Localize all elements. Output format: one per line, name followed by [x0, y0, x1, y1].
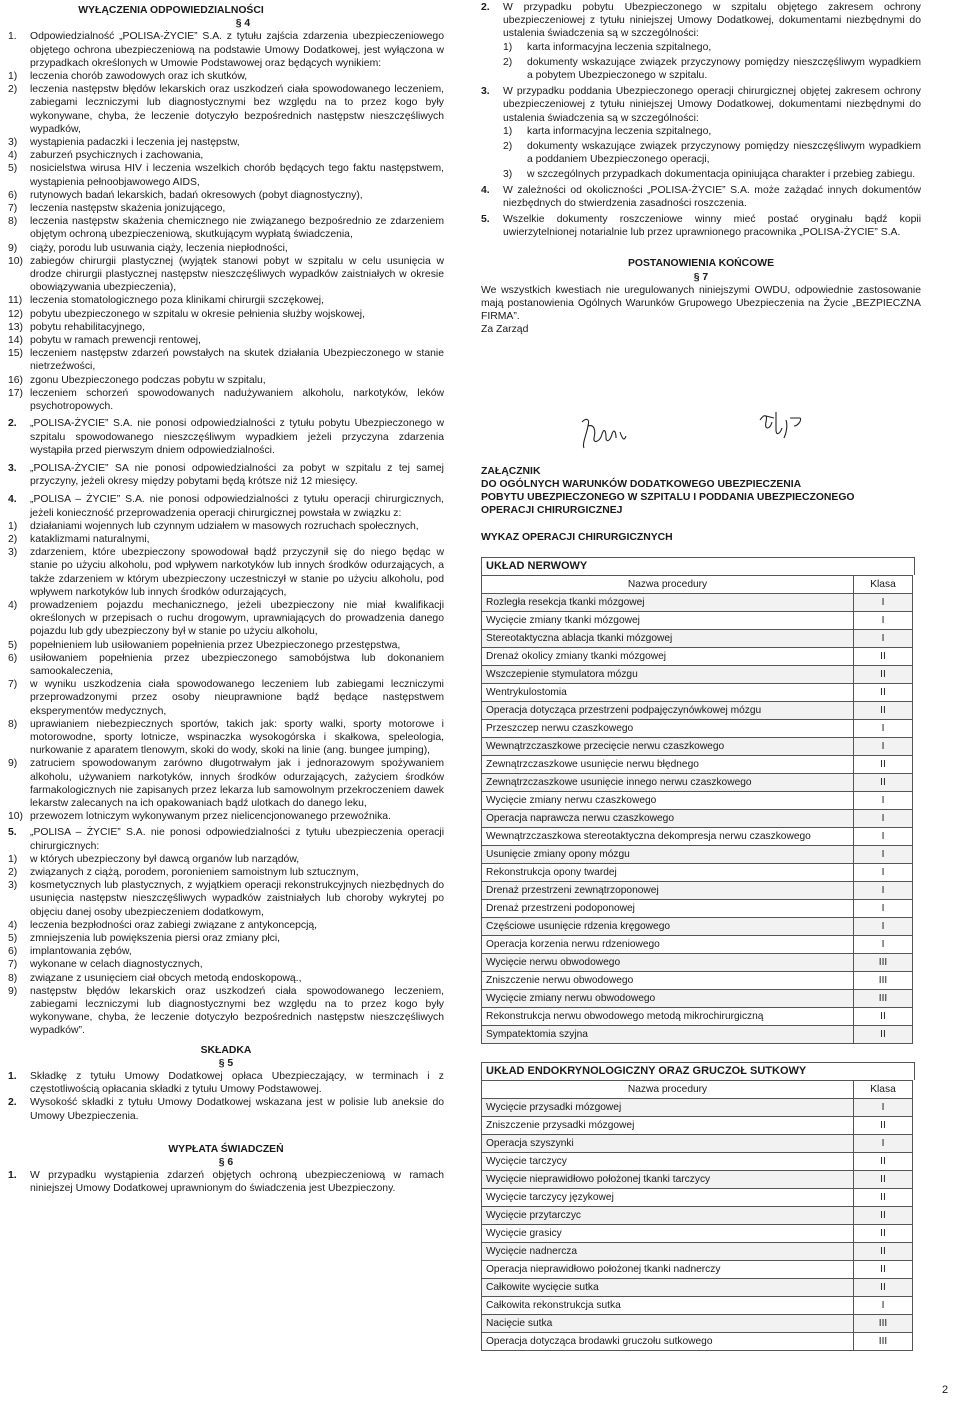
procedure-name: Wycięcie przytarczyc	[482, 1207, 854, 1225]
list-item: 3) zdarzeniem, które ubezpieczony spowodował bądź przyczynił się do niego będąc w stanie po użyciu alkoholu, pod wpływem narkotyków lub innych środków odurzających, a także zdarzeniem w którym ubezpieczony uczestniczył w stanie po użyciu alkoholu, pod wpływem narkotyków lub innych środków odurzających,	[8, 547, 444, 598]
list-item: 2) kataklizmami naturalnymi,	[8, 533, 444, 546]
list-item: 10) zabiegów chirurgii plastycznej (wyjątek stanowi pobyt w szpitalu w celu usunięcia w drodze chirurgii plastycznej następstw nieszczęśliwych wypadków zaistniałych w okresie obowiązywania ubezpieczenia),	[8, 255, 444, 294]
procedure-name: Wewnątrzczaszkowe przecięcie nerwu czaszkowego	[482, 737, 854, 755]
premium-1: 1. Składkę z tytułu Umowy Dodatkowej opłaca Ubezpieczający, w terminach i z częstotliwością opłacania składki z tytułu Umowy Podstawowej.	[8, 1071, 444, 1096]
list-item-text: związanych z ciążą, porodem, poronieniem samoistnym lub sztucznym,	[30, 867, 359, 878]
list-item: 4) zaburzeń psychicznych i zachowania,	[8, 149, 444, 162]
list-item: 2) leczenia następstw błędów lekarskich oraz uszkodzeń ciała spowodowanego leczeniem, zabiegami leczniczymi lub diagnostycznymi bez względu na to przez kogo były wykonywane, chyba, że leczenie dotyczyło bezpośrednich następstw nieszczęśliwych wypadków,	[8, 84, 444, 135]
table-row	[482, 971, 913, 989]
procedure-name: Częściowe usunięcie rdzenia kręgowego	[482, 917, 854, 935]
signature-1	[576, 408, 630, 454]
procedure-name: Wycięcie tarczycy	[482, 1153, 854, 1171]
procedure-class: I	[854, 791, 913, 809]
payment-4: 4. W zależności od okoliczności „POLISA-ŻYCIE” S.A. może zażądać innych dokumentów niezbędnych do stwierdzenia zasadności roszczenia.	[481, 184, 921, 209]
exclusion-2: 2. „POLISA-ŻYCIE” S.A. nie ponosi odpowiedzialności z tytułu pobytu Ubezpieczonego w szpitalu spowodowanego nieszczęśliwym wypadkiem jeżeli przyczyna zdarzenia wystąpiła przed pierwszym dniem odpowiedzialności.	[8, 418, 444, 456]
procedure-class: II	[854, 755, 913, 773]
final-provisions-text: We wszystkich kwestiach nie uregulowanych niniejszymi OWDU, odpowiednie zastosowanie mają postanowienia Ogólnych Warunków Grupowego Ubezpieczenia na Życie „BEZPIECZNA FIRMA”.	[481, 284, 921, 323]
list-item-text: leczenia następstw błędów lekarskich oraz uszkodzeń ciała spowodowanego leczeniem, zabiegami leczniczymi lub diagnostycznymi bez względu na to przez kogo były wykonywane, chyba, że leczenie dotyczyło bezpośrednich następstw nieszczęśliwych wypadków,	[30, 84, 444, 135]
annex-line: POBYTU UBEZPIECZONEGO W SZPITALU I PODDANIA UBEZPIECZONEGO	[481, 492, 855, 504]
procedure-class: I	[854, 737, 913, 755]
table-row	[482, 917, 913, 935]
list-item-text: zdarzeniem, które ubezpieczony spowodował bądź przyczynił się do niego będąc w stanie po użyciu alkoholu, pod wpływem narkotyków lub innych środków odurzających, a także zdarzeniem w którym ubezpieczony uczestniczył w stanie po użyciu alkoholu, pod wpływem narkotyków lub innych środków odurzających,	[30, 547, 444, 598]
procedure-class: I	[854, 881, 913, 899]
procedure-name: Wycięcie zmiany nerwu obwodowego	[482, 989, 854, 1007]
annex-line: DO OGÓLNYCH WARUNKÓW DODATKOWEGO UBEZPIECZENIA	[481, 478, 802, 490]
list-item-text: działaniami wojennych lub czynnym udziałem w masowych rozruchach społecznych,	[30, 520, 419, 532]
exclusion-1-list	[8, 70, 444, 413]
list-item-text: następstw błędów lekarskich oraz uszkodzeń ciała spowodowanego leczeniem, zabiegami leczniczymi lub diagnostycznymi bez względu na to przez kogo były wykonywane, chyba, że leczenie dotyczyło bezpośrednich następstw nieszczęśliwych wypadków”.	[30, 985, 444, 1037]
procedure-class: I	[854, 917, 913, 935]
table-row	[482, 881, 913, 899]
table-endocrine-system	[481, 1080, 913, 1351]
procedure-class: II	[854, 683, 913, 701]
list-item-text: dokumenty wskazujące związek przyczynowy pomiędzy nieszczęśliwym wypadkiem a pobytem Ubezpieczonego w szpitalu.	[527, 56, 921, 82]
list-item: 3) wystąpienia padaczki i leczenia jej następstw,	[8, 136, 444, 149]
procedure-class: I	[854, 1099, 913, 1117]
list-item: 7) leczenia następstw skażenia jonizującego,	[8, 202, 444, 215]
table-row	[482, 1099, 913, 1117]
procedure-name: Wycięcie przysadki mózgowej	[482, 1099, 854, 1117]
column-header-procedure: Nazwa procedury	[482, 1081, 854, 1099]
table-row	[482, 719, 913, 737]
list-item-text: zmniejszenia lub powiększenia piersi oraz zmiany płci,	[30, 933, 281, 945]
procedure-class: III	[854, 1315, 913, 1333]
list-item-text: pobytu w ramach prewencji rentowej,	[30, 335, 201, 347]
procedure-name: Operacja szyszynki	[482, 1135, 854, 1153]
exclusion-4: 4. „POLISA – ŻYCIE” S.A. nie ponosi odpowiedzialności z tytułu operacji chirurgicznych, jeżeli konieczność przeprowadzenia operacji chirurgicznej powstała w związku z:	[8, 494, 444, 519]
procedure-class: I	[854, 863, 913, 881]
annex-line: OPERACJI CHIRURGICZNEJ	[481, 505, 623, 517]
list-item-text: dokumenty wskazujące związek przyczynowy pomiędzy nieszczęśliwym wypadkiem a poddaniem Ubezpieczonego operacji,	[527, 141, 921, 166]
list-item: 7) wykonane w celach diagnostycznych,	[8, 958, 444, 971]
list-item-text: w wyniku uszkodzenia ciała spowodowanego leczeniem lub zabiegami leczniczymi przeprowadzonymi przez osoby nieuprawnione bądź będące następstwem eksperymentów medycznych,	[30, 679, 444, 717]
procedure-class: II	[854, 1007, 913, 1025]
list-item: 1) karta informacyjna leczenia szpitalnego,	[503, 125, 921, 138]
procedure-class: II	[854, 1261, 913, 1279]
exclusion-1: 1. Odpowiedzialność „POLISA-ŻYCIE” S.A. z tytułu zajścia zdarzenia ubezpieczeniowego objętego ochrona ubezpieczeniową na podstawie Umowy Dodatkowej, jest wyłączona w przypadkach określonych w Umowie Podstawowej oraz będących wynikiem:	[8, 31, 444, 69]
procedure-class: II	[854, 1117, 913, 1135]
procedure-name: Rozległa resekcja tkanki mózgowej	[482, 593, 854, 611]
exclusion-3-text: „POLISA-ŻYCIE” SA nie ponosi odpowiedzialności za pobyt w szpitalu z tej samej przyczyny, jeżeli okresy między pobytami będą krótsze niż 12 miesięcy.	[30, 462, 444, 488]
procedure-class: I	[854, 611, 913, 629]
table-row	[482, 1007, 913, 1025]
list-item: 5) nosicielstwa wirusa HIV i leczenia wszelkich chorób będących tego faktu następstwem, wystąpienia pełnoobjawowego AIDS,	[8, 163, 444, 188]
list-item-text: leczeniem schorzeń spowodowanych nadużywaniem alkoholu, narkotyków, leków psychotropowych.	[30, 387, 444, 413]
list-item-text: w których ubezpieczony był dawcą organów lub narządów,	[30, 853, 300, 865]
payment-2-list	[503, 41, 921, 83]
procedure-class: II	[854, 1207, 913, 1225]
list-item: 6) usiłowaniem popełnienia przez ubezpieczonego samobójstwa lub dokonaniem samookaleczenia,	[8, 652, 444, 677]
table-row	[482, 827, 913, 845]
procedure-class: II	[854, 1279, 913, 1297]
procedure-name: Zewnątrzczaszkowe usunięcie innego nerwu czaszkowego	[482, 773, 854, 791]
list-item-text: wykonane w celach diagnostycznych,	[30, 959, 203, 971]
list-item: 1) leczenia chorób zawodowych oraz ich skutków,	[8, 70, 444, 83]
procedure-name: Zniszczenie nerwu obwodowego	[482, 971, 854, 989]
procedure-name: Operacja naprawcza nerwu czaszkowego	[482, 809, 854, 827]
procedure-name: Wycięcie zmiany nerwu czaszkowego	[482, 791, 854, 809]
table-row	[482, 953, 913, 971]
list-item-text: zabiegów chirurgii plastycznej (wyjątek stanowi pobyt w szpitalu w celu usunięcia w drodze chirurgii plastycznej następstw nieszczęśliwych wypadków zaistniałych w okresie obowiązywania ubezpieczenia),	[30, 255, 444, 294]
section-title-payment: WYPŁATA ŚWIADCZEŃ	[168, 1143, 284, 1155]
procedure-class: III	[854, 989, 913, 1007]
procedure-name: Operacja nieprawidłowo położonej tkanki nadnerczy	[482, 1261, 854, 1279]
paragraph-mark-4: § 4	[235, 18, 251, 30]
table-row	[482, 701, 913, 719]
procedure-class: II	[854, 773, 913, 791]
board-label: Za Zarząd	[481, 324, 529, 336]
table-row	[482, 1225, 913, 1243]
list-item: 9) zatruciem spowodowanym zarówno długotrwałym jak i jednorazowym spożywaniem alkoholu, używaniem narkotyków, innych środków odurzających, zażyciem środków farmakologicznych nie zapisanych przez lekarza lub samowolnym przekroczeniem dawek lekarstw zalecanych na ich opakowaniach bądź ulotkach do danego leku,	[8, 758, 444, 809]
procedure-name: Drenaż przestrzeni zewnątrzoponowej	[482, 881, 854, 899]
list-item-text: karta informacyjna leczenia szpitalnego,	[527, 41, 712, 53]
column-header-class: Klasa	[854, 1081, 913, 1099]
table-row	[482, 755, 913, 773]
procedure-class: II	[854, 1153, 913, 1171]
list-item-text: usiłowaniem popełnienia przez ubezpieczonego samobójstwa lub dokonaniem samookaleczenia,	[30, 652, 444, 677]
list-item: 7) w wyniku uszkodzenia ciała spowodowanego leczeniem lub zabiegami leczniczymi przeprowadzonymi przez osoby nieuprawnione bądź będące następstwem eksperymentów medycznych,	[8, 679, 444, 717]
table-header-row	[482, 575, 913, 593]
table-row	[482, 665, 913, 683]
list-item-text: prowadzeniem pojazdu mechanicznego, jeżeli ubezpieczony nie miał kwalifikacji określonych w przepisach o ruchu drogowym, uprawniających do prowadzenia danego pojazdu lub gdy ubezpieczony był w stanie po użyciu alkoholu,	[30, 599, 444, 638]
procedure-name: Drenaż przestrzeni podoponowej	[482, 899, 854, 917]
premium-2-text: Wysokość składki z tytułu Umowy Dodatkowej wskazana jest w polisie lub aneksie do Umowy Ubezpieczenia.	[30, 1097, 444, 1122]
procedure-name: Nacięcie sutka	[482, 1315, 854, 1333]
list-item-text: pobytu ubezpieczonego w szpitalu w okresie pełnienia służby wojskowej,	[30, 308, 365, 320]
table-row	[482, 593, 913, 611]
list-item-text: ciąży, porodu lub usuwania ciąży, leczenia niepłodności,	[30, 242, 288, 254]
list-item-text: zaburzeń psychicznych i zachowania,	[30, 150, 204, 162]
list-item: 9) ciąży, porodu lub usuwania ciąży, leczenia niepłodności,	[8, 242, 444, 255]
list-item-text: zatruciem spowodowanym zarówno długotrwałym jak i jednorazowym spożywaniem alkoholu, używaniem narkotyków, innych środków odurzających, zażyciem środków farmakologicznych nie zapisanych przez lekarza lub samowolnym przekroczeniem dawek lekarstw zalecanych na ich opakowaniach bądź ulotkach do danego leku,	[30, 758, 444, 809]
annex-header	[481, 465, 921, 518]
table-row	[482, 899, 913, 917]
premium-1-text: Składkę z tytułu Umowy Dodatkowej opłaca Ubezpieczający, w terminach i z częstotliwością opłacania składki z tytułu Umowy Podstawowej.	[30, 1071, 444, 1096]
table-row	[482, 647, 913, 665]
procedure-class: I	[854, 827, 913, 845]
table-row	[482, 683, 913, 701]
payment-3: 3. W przypadku poddania Ubezpieczonego operacji chirurgicznej objętej zakresem ochrony ubezpieczeniowej z tytułu niniejszej Umowy Dodatkowej, dokumentami niezbędnymi do ustalenia świadczenia są w szczególności:	[481, 86, 921, 124]
list-item-text: leczenia chorób zawodowych oraz ich skutków,	[30, 71, 248, 83]
column-header-procedure: Nazwa procedury	[482, 575, 854, 593]
premium-2: 2. Wysokość składki z tytułu Umowy Dodatkowej wskazana jest w polisie lub aneksie do Umowy Ubezpieczenia.	[8, 1097, 444, 1122]
payment-1-text: W przypadku wystąpienia zdarzeń objętych ochroną ubezpieczeniową w ramach niniejszej Umowy Dodatkowej uprawnionym do świadczenia jest Ubezpieczony.	[30, 1170, 444, 1195]
list-item-text: leczenia stomatologicznego poza klinikami chirurgii szczękowej,	[30, 295, 324, 307]
procedure-class: III	[854, 1333, 913, 1351]
list-item: 2) dokumenty wskazujące związek przyczynowy pomiędzy nieszczęśliwym wypadkiem a poddaniem Ubezpieczonego operacji,	[503, 141, 921, 166]
list-item: 16) zgonu Ubezpieczonego podczas pobytu w szpitalu,	[8, 374, 444, 387]
paragraph-mark-5: § 5	[218, 1057, 234, 1069]
procedure-name: Drenaż okolicy zmiany tkanki mózgowej	[482, 647, 854, 665]
procedure-name: Całkowite wycięcie sutka	[482, 1279, 854, 1297]
list-item: 14) pobytu w ramach prewencji rentowej,	[8, 334, 444, 347]
table-header-row	[482, 1081, 913, 1099]
list-item: 3) kosmetycznych lub plastycznych, z wyjątkiem operacji rekonstrukcyjnych niezbędnych do usunięcia następstw nieszczęśliwych wypadków zaistniałych lub choroby wykrytej po objęciu danej osoby ubezpieczeniem dodatkowym,	[8, 880, 444, 918]
payment-3-text: W przypadku poddania Ubezpieczonego operacji chirurgicznej objętej zakresem ochrony ubezpieczeniowej z tytułu niniejszej Umowy Dodatkowej, dokumentami niezbędnymi do ustalenia świadczenia są w szczególności:	[503, 86, 921, 124]
procedure-class: I	[854, 593, 913, 611]
table-row	[482, 1135, 913, 1153]
list-item-text: nosicielstwa wirusa HIV i leczenia wszelkich chorób będących tego faktu następstwem, wystąpienia pełnoobjawowego AIDS,	[30, 163, 444, 188]
exclusion-3: 3. „POLISA-ŻYCIE” SA nie ponosi odpowiedzialności za pobyt w szpitalu z tej samej przyczyny, jeżeli okresy między pobytami będą krótsze niż 12 miesięcy.	[8, 462, 444, 488]
procedure-name: Wentrykulostomia	[482, 683, 854, 701]
exclusion-4-intro: „POLISA – ŻYCIE” S.A. nie ponosi odpowiedzialności z tytułu operacji chirurgicznych, jeżeli konieczność przeprowadzenia operacji chirurgicznej powstała w związku z:	[30, 494, 444, 519]
procedure-class: I	[854, 719, 913, 737]
table-row	[482, 1153, 913, 1171]
procedure-name: Wycięcie grasicy	[482, 1225, 854, 1243]
table-row	[482, 1207, 913, 1225]
surgery-list-title: WYKAZ OPERACJI CHIRURGICZNYCH	[481, 532, 673, 544]
section-title-final: POSTANOWIENIA KOŃCOWE	[627, 258, 775, 270]
list-item-text: uprawianiem niebezpiecznych sportów, takich jak: sporty walki, sporty motorowe i motorowodne, sporty lotnicze, wspinaczka wysokogórska i skałkowa, speleologia, nurkowanie z aparatem tlenowym, skoki do wody, skoki na linie (ang. bungee jumping),	[30, 718, 444, 757]
list-item: 6) rutynowych badań lekarskich, badań okresowych (pobyt diagnostyczny),	[8, 189, 444, 202]
list-item-text: wystąpienia padaczki i leczenia jej następstw,	[30, 137, 240, 149]
procedure-name: Zniszczenie przysadki mózgowej	[482, 1117, 854, 1135]
table-row	[482, 845, 913, 863]
list-item-text: leczenia następstw skażenia jonizującego,	[30, 203, 226, 215]
procedure-name: Wycięcie tarczycy językowej	[482, 1189, 854, 1207]
table-endocrine-title: UKŁAD ENDOKRYNOLOGICZNY ORAZ GRUCZOŁ SUTKOWY	[481, 1062, 915, 1080]
list-item: 2) dokumenty wskazujące związek przyczynowy pomiędzy nieszczęśliwym wypadkiem a pobytem Ubezpieczonego w szpitalu.	[503, 56, 921, 82]
list-item-text: karta informacyjna leczenia szpitalnego,	[527, 125, 712, 137]
procedure-class: II	[854, 701, 913, 719]
exclusion-2-text: „POLISA-ŻYCIE” S.A. nie ponosi odpowiedzialności z tytułu pobytu Ubezpieczonego w szpitalu spowodowanego nieszczęśliwym wypadkiem jeżeli przyczyna zdarzenia wystąpiła przed pierwszym dniem odpowiedzialności.	[30, 418, 444, 456]
exclusion-5-intro: „POLISA – ŻYCIE” S.A. nie ponosi odpowiedzialności z tytułu ubezpieczenia operacji chirurgicznych:	[30, 827, 444, 852]
right-column	[481, 0, 921, 1351]
table-row	[482, 1243, 913, 1261]
procedure-class: II	[854, 1171, 913, 1189]
procedure-name: Wycięcie nerwu obwodowego	[482, 953, 854, 971]
list-item-text: zgonu Ubezpieczonego podczas pobytu w szpitalu,	[30, 374, 266, 386]
table-nervous-title: UKŁAD NERWOWY	[481, 557, 915, 575]
list-item: 11) leczenia stomatologicznego poza klinikami chirurgii szczękowej,	[8, 294, 444, 307]
list-item: 13) pobytu rehabilitacyjnego,	[8, 321, 444, 334]
table-row	[482, 737, 913, 755]
payment-2-text: W przypadku pobytu Ubezpieczonego w szpitalu objętego zakresem ochrony ubezpieczeniowej z tytułu niniejszej Umowy Dodatkowej, dokumentami niezbędnymi do ustalenia świadczenia są w szczególności:	[503, 2, 921, 40]
procedure-name: Rekonstrukcja opony twardej	[482, 863, 854, 881]
list-item: 15) leczeniem następstw zdarzeń powstałych na skutek działania Ubezpieczonego w stanie nietrzeźwości,	[8, 348, 444, 373]
list-item: 4) leczenia bezpłodności oraz zabiegi związane z antykoncepcją,	[8, 919, 444, 932]
procedure-class: III	[854, 971, 913, 989]
table-nervous-system	[481, 575, 913, 1044]
payment-1: 1. W przypadku wystąpienia zdarzeń objętych ochroną ubezpieczeniową w ramach niniejszej Umowy Dodatkowej uprawnionym do świadczenia jest Ubezpieczony.	[8, 1170, 444, 1195]
list-item: 6) implantowania zębów,	[8, 945, 444, 958]
list-item-text: implantowania zębów,	[30, 946, 132, 958]
list-item-text: w szczególnych przypadkach dokumentacja opiniująca charakter i przebieg zabiegu.	[527, 169, 916, 181]
list-item-text: kataklizmami naturalnymi,	[30, 533, 150, 545]
list-item: 5) zmniejszenia lub powiększenia piersi oraz zmiany płci,	[8, 932, 444, 945]
payment-3-list	[503, 125, 921, 182]
procedure-class: II	[854, 1189, 913, 1207]
procedure-name: Przeszczep nerwu czaszkowego	[482, 719, 854, 737]
list-item-text: związane z usunięciem ciał obcych metodą endoskopową.,	[30, 972, 302, 984]
payment-2: 2. W przypadku pobytu Ubezpieczonego w szpitalu objętego zakresem ochrony ubezpieczeniowej z tytułu niniejszej Umowy Dodatkowej, dokumentami niezbędnymi do ustalenia świadczenia są w szczególności:	[481, 2, 921, 40]
procedure-name: Operacja dotycząca brodawki gruczołu sutkowego	[482, 1333, 854, 1351]
procedure-class: I	[854, 935, 913, 953]
column-header-class: Klasa	[854, 575, 913, 593]
payment-4-text: W zależności od okoliczności „POLISA-ŻYCIE” S.A. może zażądać innych dokumentów niezbędnych do stwierdzenia zasadności roszczenia.	[503, 184, 921, 209]
list-item: 8) uprawianiem niebezpiecznych sportów, takich jak: sporty walki, sporty motorowe i motorowodne, sporty lotnicze, wspinaczka wysokogórska i skałkowa, speleologia, nurkowanie z aparatem tlenowym, skoki do wody, skoki na linie (ang. bungee jumping),	[8, 718, 444, 757]
list-item: 10) przewozem lotniczym wykonywanym przez nielicencjonowanego przewoźnika.	[8, 810, 444, 823]
paragraph-mark-6: § 6	[218, 1157, 234, 1169]
procedure-class: II	[854, 647, 913, 665]
procedure-name: Zewnątrzczaszkowe usunięcie nerwu błędnego	[482, 755, 854, 773]
procedure-class: I	[854, 629, 913, 647]
table-row	[482, 611, 913, 629]
table-row	[482, 935, 913, 953]
list-item-text: leczenia bezpłodności oraz zabiegi związane z antykoncepcją,	[30, 919, 318, 931]
list-item: 2) związanych z ciążą, porodem, poronieniem samoistnym lub sztucznym,	[8, 866, 444, 879]
list-item-text: pobytu rehabilitacyjnego,	[30, 321, 145, 333]
table-row	[482, 1279, 913, 1297]
list-item: 1) działaniami wojennych lub czynnym udziałem w masowych rozruchach społecznych,	[8, 520, 444, 533]
procedure-class: II	[854, 1225, 913, 1243]
list-item: 8) związane z usunięciem ciał obcych metodą endoskopową.,	[8, 972, 444, 985]
exclusion-5: 5. „POLISA – ŻYCIE” S.A. nie ponosi odpowiedzialności z tytułu ubezpieczenia operacji chirurgicznych:	[8, 827, 444, 852]
table-endocrine-body	[482, 1099, 913, 1351]
list-item: 4) prowadzeniem pojazdu mechanicznego, jeżeli ubezpieczony nie miał kwalifikacji określonych w przepisach o ruchu drogowym, uprawniających do prowadzenia danego pojazdu lub gdy ubezpieczony był w stanie po użyciu alkoholu,	[8, 599, 444, 638]
left-column	[8, 0, 444, 1196]
list-item: 9) następstw błędów lekarskich oraz uszkodzeń ciała spowodowanego leczeniem, zabiegami leczniczymi lub diagnostycznymi bez względu na to przez kogo były wykonywane, chyba, że leczenie dotyczyło bezpośrednich następstw nieszczęśliwych wypadków”.	[8, 985, 444, 1037]
procedure-class: II	[854, 1243, 913, 1261]
table-row	[482, 1189, 913, 1207]
procedure-name: Wycięcie zmiany tkanki mózgowej	[482, 611, 854, 629]
table-row	[482, 773, 913, 791]
list-item-text: leczenia następstw skażenia chemicznego nie związanego bezpośrednio ze zdarzeniem objętym ochroną ubezpieczeniową, skutkującym wypłatą świadczenia,	[30, 216, 444, 241]
table-row	[482, 989, 913, 1007]
procedure-name: Rekonstrukcja nerwu obwodowego metodą mikrochirurgiczną	[482, 1007, 854, 1025]
table-row	[482, 1171, 913, 1189]
list-item-text: rutynowych badań lekarskich, badań okresowych (pobyt diagnostyczny),	[30, 189, 363, 201]
list-item-text: kosmetycznych lub plastycznych, z wyjątkiem operacji rekonstrukcyjnych niezbędnych do usunięcia następstw nieszczęśliwych wypadków zaistniałych lub choroby wykrytej po objęciu danej osoby ubezpieczeniem dodatkowym,	[30, 880, 444, 918]
table-row	[482, 1261, 913, 1279]
procedure-name: Stereotaktyczna ablacja tkanki mózgowej	[482, 629, 854, 647]
section-title-exclusions: WYŁĄCZENIA ODPOWIEDZIALNOŚCI	[78, 5, 264, 16]
annex-line: ZAŁĄCZNIK	[481, 465, 541, 477]
procedure-name: Całkowita rekonstrukcja sutka	[482, 1297, 854, 1315]
procedure-class: III	[854, 953, 913, 971]
procedure-name: Usunięcie zmiany opony mózgu	[482, 845, 854, 863]
table-row	[482, 1315, 913, 1333]
list-item: 1) karta informacyjna leczenia szpitalnego,	[503, 41, 921, 54]
list-item: 1) w których ubezpieczony był dawcą organów lub narządów,	[8, 853, 444, 866]
procedure-name: Wycięcie nieprawidłowo położonej tkanki tarczycy	[482, 1171, 854, 1189]
section-title-premium: SKŁADKA	[200, 1044, 252, 1056]
list-item-text: przewozem lotniczym wykonywanym przez nielicencjonowanego przewoźnika.	[30, 811, 391, 823]
payment-5: 5. Wszelkie dokumenty roszczeniowe winny mieć postać oryginału bądź kopii uwierzytelnionej notarialnie lub przez uprawnionego pracownika „POLISA-ŻYCIE” S.A.	[481, 214, 921, 239]
procedure-name: Wycięcie nadnercza	[482, 1243, 854, 1261]
procedure-name: Wszczepienie stymulatora mózgu	[482, 665, 854, 683]
table-row	[482, 809, 913, 827]
table-row	[482, 1333, 913, 1351]
procedure-class: II	[854, 665, 913, 683]
procedure-name: Operacja dotycząca przestrzeni podpajęczynówkowej mózgu	[482, 701, 854, 719]
procedure-name: Sympatektomia szyjna	[482, 1025, 854, 1043]
table-row	[482, 863, 913, 881]
payment-5-text: Wszelkie dokumenty roszczeniowe winny mieć postać oryginału bądź kopii uwierzytelnionej notarialnie lub przez uprawnionego pracownika „POLISA-ŻYCIE” S.A.	[503, 214, 921, 239]
list-item-text: leczeniem następstw zdarzeń powstałych na skutek działania Ubezpieczonego w stanie nietrzeźwości,	[30, 348, 444, 373]
table-row	[482, 1297, 913, 1315]
exclusion-5-list	[8, 853, 444, 1038]
procedure-name: Wewnątrzczaszkowa stereotaktyczna dekompresja nerwu czaszkowego	[482, 827, 854, 845]
list-item: 17) leczeniem schorzeń spowodowanych nadużywaniem alkoholu, narkotyków, leków psychotropowych.	[8, 387, 444, 413]
list-item: 12) pobytu ubezpieczonego w szpitalu w okresie pełnienia służby wojskowej,	[8, 308, 444, 321]
procedure-class: I	[854, 1135, 913, 1153]
table-row	[482, 629, 913, 647]
procedure-name: Operacja korzenia nerwu rdzeniowego	[482, 935, 854, 953]
procedure-class: I	[854, 1297, 913, 1315]
list-item: 8) leczenia następstw skażenia chemicznego nie związanego bezpośrednio ze zdarzeniem objętym ochroną ubezpieczeniową, skutkującym wypłatą świadczenia,	[8, 216, 444, 241]
list-item-text: popełnieniem lub usiłowaniem popełnienia przez Ubezpieczonego przestępstwa,	[30, 639, 401, 651]
page-number: 2	[942, 1384, 949, 1396]
paragraph-mark-7: § 7	[693, 271, 709, 283]
procedure-class: I	[854, 809, 913, 827]
table-row	[482, 1117, 913, 1135]
list-item: 3) w szczególnych przypadkach dokumentacja opiniująca charakter i przebieg zabiegu.	[503, 168, 921, 181]
procedure-class: I	[854, 899, 913, 917]
procedure-class: I	[854, 845, 913, 863]
procedure-class: II	[854, 1025, 913, 1043]
exclusion-4-list	[8, 520, 444, 824]
table-row	[482, 1025, 913, 1043]
exclusion-1-intro: Odpowiedzialność „POLISA-ŻYCIE” S.A. z tytułu zajścia zdarzenia ubezpieczeniowego objętego ochrona ubezpieczeniową na podstawie Umowy Dodatkowej, jest wyłączona w przypadkach określonych w Umowie Podstawowej oraz będących wynikiem:	[30, 31, 444, 69]
signature-2	[756, 408, 804, 444]
table-row	[482, 791, 913, 809]
table-nervous-body	[482, 593, 913, 1043]
list-item: 5) popełnieniem lub usiłowaniem popełnienia przez Ubezpieczonego przestępstwa,	[8, 639, 444, 652]
